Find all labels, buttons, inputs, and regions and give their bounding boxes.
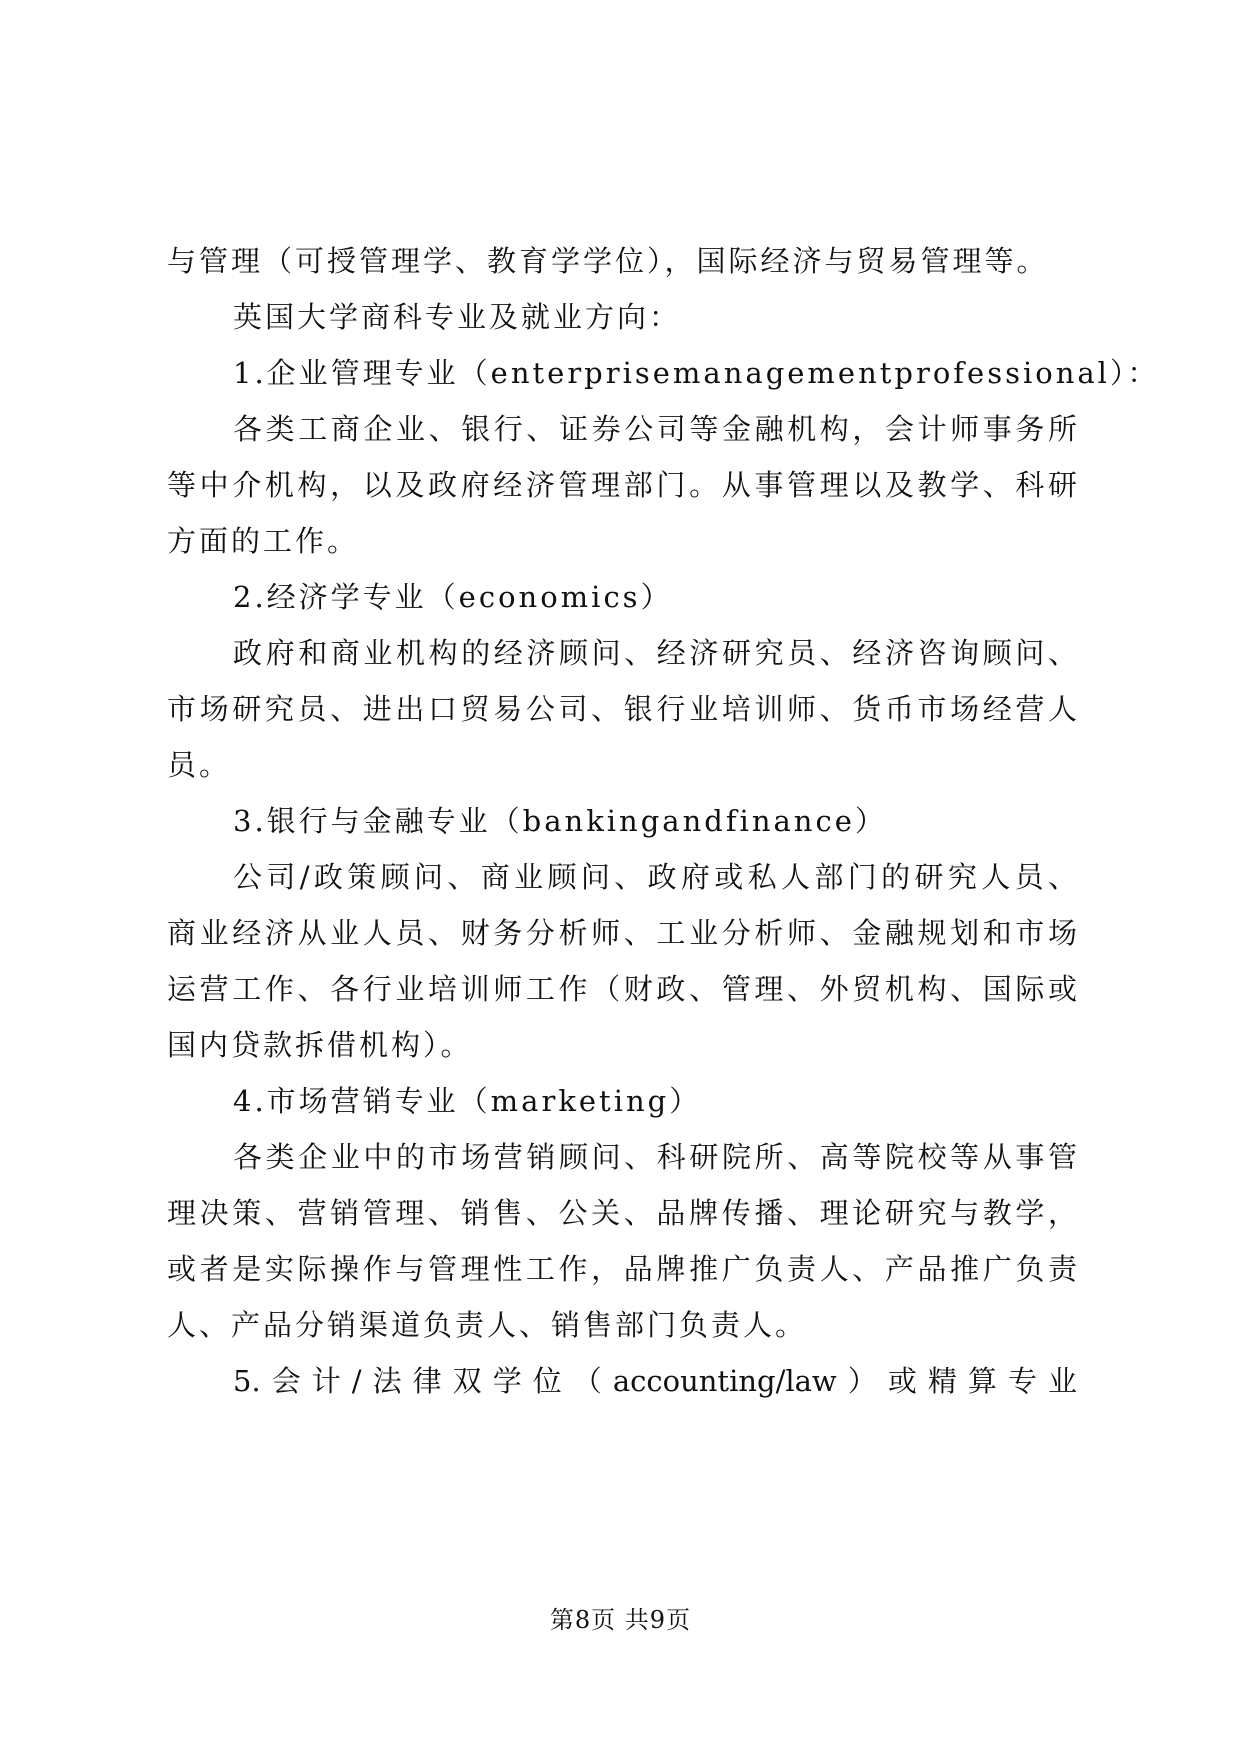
text-line: 政府和商业机构的经济顾问、经济研究员、经济咨询顾问、 bbox=[233, 636, 1077, 670]
list-item-heading: 5.会计/法律双学位（accounting/law）或精算专业 bbox=[233, 1364, 1077, 1398]
text-line: 或者是实际操作与管理性工作，品牌推广负责人、产品推广负责 bbox=[167, 1252, 1077, 1286]
text-line: 运营工作、各行业培训师工作（财政、管理、外贸机构、国际或 bbox=[167, 972, 1077, 1006]
text-line: 商业经济从业人员、财务分析师、工业分析师、金融规划和市场 bbox=[167, 916, 1077, 950]
text-line: 市场研究员、进出口贸易公司、银行业培训师、货币市场经营人 bbox=[167, 692, 1077, 726]
text-line: 人、产品分销渠道负责人、销售部门负责人。 bbox=[167, 1308, 808, 1342]
text-line: 等中介机构，以及政府经济管理部门。从事管理以及教学、科研 bbox=[167, 468, 1077, 502]
text-line: 员。 bbox=[167, 748, 232, 782]
text-line: 与管理（可授管理学、教育学学位），国际经济与贸易管理等。 bbox=[167, 244, 1049, 278]
page-footer: 第8页 共9页 bbox=[549, 1606, 692, 1634]
list-item-heading: 1.企业管理专业（enterprisemanagementprofessional）： bbox=[233, 356, 1160, 390]
text-line: 国内贷款拆借机构）。 bbox=[167, 1028, 473, 1062]
text-line: 公司/政策顾问、商业顾问、政府或私人部门的研究人员、 bbox=[233, 860, 1077, 894]
text-line: 各类工商企业、银行、证券公司等金融机构，会计师事务所 bbox=[233, 412, 1077, 446]
text-line: 方面的工作。 bbox=[167, 524, 360, 558]
list-item-heading: 2.经济学专业（economics） bbox=[233, 580, 673, 614]
list-item-heading: 3.银行与金融专业（bankingandfinance） bbox=[233, 804, 887, 838]
text-line: 理决策、营销管理、销售、公关、品牌传播、理论研究与教学， bbox=[167, 1196, 1077, 1230]
text-line: 各类企业中的市场营销顾问、科研院所、高等院校等从事管 bbox=[233, 1140, 1077, 1174]
section-heading: 英国大学商科专业及就业方向： bbox=[233, 300, 682, 334]
list-item-heading: 4.市场营销专业（marketing） bbox=[233, 1084, 702, 1118]
